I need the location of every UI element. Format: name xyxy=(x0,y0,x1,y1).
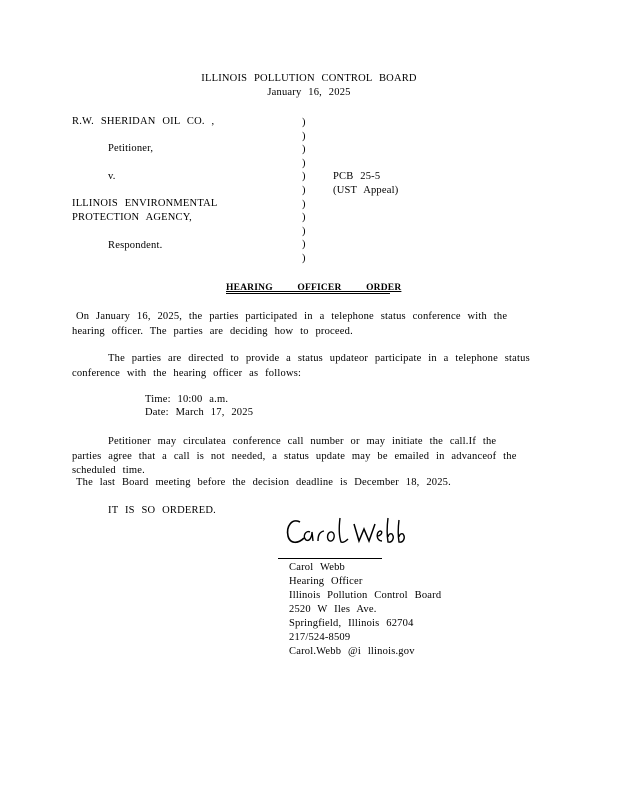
signature-line xyxy=(278,558,382,559)
order-date: January 16, 2025 xyxy=(267,87,351,98)
versus-label: v. xyxy=(108,171,116,182)
conference-time: Time: 10:00 a.m. xyxy=(145,394,229,405)
signer-email: Carol.Webb @i llinois.gov xyxy=(289,646,415,657)
case-type: (UST Appeal) xyxy=(333,185,399,196)
paragraph-conference-summary: On January 16, 2025, the parties participated in a telephone status conference with the hearing officer. The parties are deciding how to proceed. xyxy=(72,311,508,337)
paren: ) xyxy=(302,239,306,251)
order-title-rule xyxy=(226,293,390,294)
petitioner-label: Petitioner, xyxy=(108,143,154,154)
respondent-name-line1: ILLINOIS ENVIRONMENTAL xyxy=(72,198,218,209)
paragraph-directive: The parties are directed to provide a status updateor participate in a telephone status conference with the hearing officer as follows: xyxy=(72,353,530,379)
respondent-label: Respondent. xyxy=(108,240,163,251)
paren: ) xyxy=(302,144,306,156)
paren: ) xyxy=(302,252,306,264)
handwritten-signature xyxy=(284,512,414,552)
signer-street: 2520 W Iles Ave. xyxy=(289,604,377,615)
respondent-name-line2: PROTECTION AGENCY, xyxy=(72,212,192,223)
paragraph-deadline: The last Board meeting before the decision deadline is December 18, 2025. xyxy=(76,477,451,488)
signer-name: Carol Webb xyxy=(289,562,345,573)
paren: ) xyxy=(302,157,306,169)
signature-block xyxy=(289,561,441,659)
paragraph-call-instructions: Petitioner may circulatea conference call number or may initiate the call.If the parties agree that a call is not needed, a status update may be emailed in advanceof the scheduled time. xyxy=(72,436,517,476)
paren: ) xyxy=(302,130,306,142)
order-title: HEARING OFFICER ORDER xyxy=(226,283,402,293)
paren: ) xyxy=(302,212,306,224)
caption-parenthesis-column xyxy=(302,116,306,266)
board-name: ILLINOIS POLLUTION CONTROL BOARD xyxy=(201,73,417,84)
case-number: PCB 25-5 xyxy=(333,171,381,182)
paren: ) xyxy=(302,117,306,128)
signer-title: Hearing Officer xyxy=(289,576,363,587)
signer-city: Springfield, Illinois 62704 xyxy=(289,618,414,629)
conference-date: Date: March 17, 2025 xyxy=(145,407,254,418)
paren: ) xyxy=(302,171,306,183)
paren: ) xyxy=(302,225,306,237)
signer-organization: Illinois Pollution Control Board xyxy=(289,590,442,601)
petitioner-name: R.W. SHERIDAN OIL CO. , xyxy=(72,116,215,127)
so-ordered: IT IS SO ORDERED. xyxy=(108,505,216,516)
signer-phone: 217/524-8509 xyxy=(289,632,351,643)
paren: ) xyxy=(302,198,306,210)
paren: ) xyxy=(302,184,306,196)
